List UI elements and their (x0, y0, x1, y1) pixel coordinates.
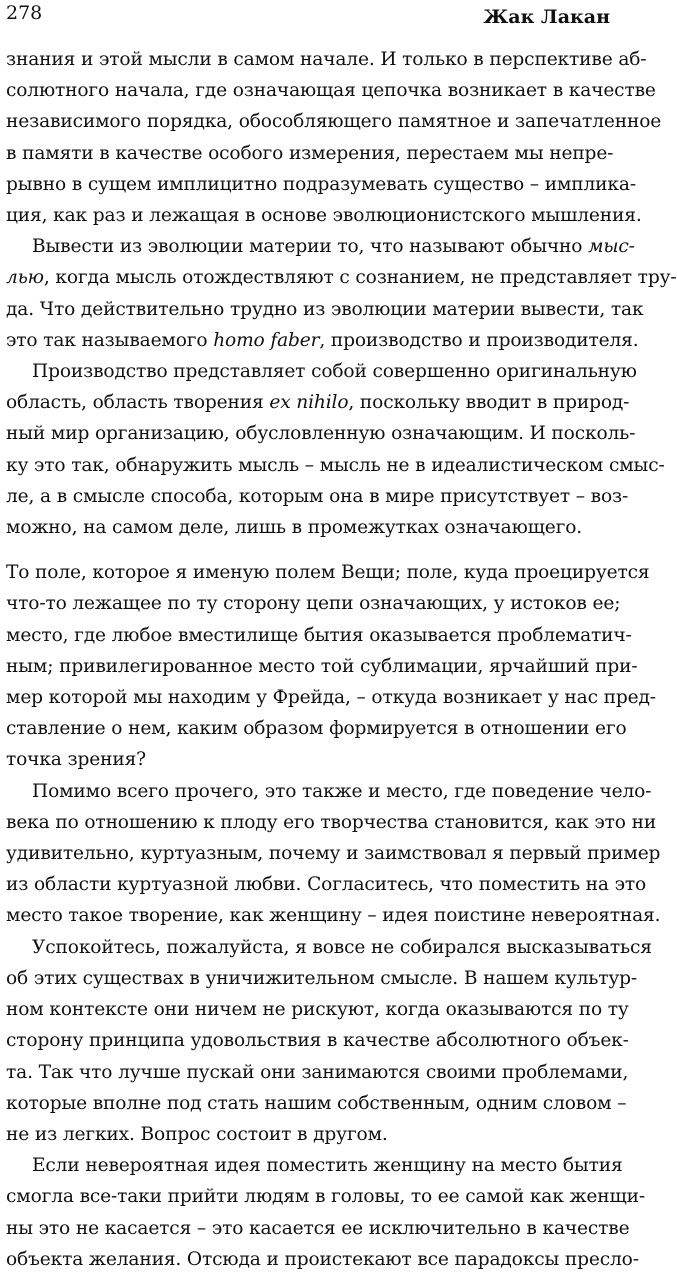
body-text (6, 44, 677, 1275)
paragraph (6, 932, 652, 1150)
text-line: та. Так что лучше пускай они занимаются своими проблемами, (6, 1061, 629, 1083)
text-line: солютного начала, где означающая цепочка возникает в качестве (6, 80, 656, 102)
text-line: да. Что действительно трудно из эволюции материи вывести, так (6, 298, 644, 320)
text-line: ставление о нем, каким образом формируется в отношении его (6, 718, 627, 740)
text-line: Успокойтесь, пожалуйста, я вовсе не собирался высказываться (32, 936, 652, 958)
text-line: ку это так, обнаружить мысль – мысль не в идеалистическом смыс- (6, 454, 665, 476)
text-line: Производство представляет собой совершенно оригинальную (32, 361, 637, 383)
text-line: которые вполне под стать нашим собственным, одним словом – (6, 1092, 627, 1114)
italic-term: мыс- (588, 236, 635, 258)
running-title: Жак Лакан (483, 6, 610, 28)
text-line: ным; привилегированное место той сублимации, ярчайший при- (6, 655, 638, 677)
page-number: 278 (6, 2, 43, 24)
text-line: То поле, которое я именую полем Вещи; поле, куда проецируется (6, 562, 650, 584)
text-line: не из легких. Вопрос состоит в другом. (6, 1123, 388, 1145)
text-line: Вывести из эволюции материи то, что называют обычно мыс- (32, 236, 635, 258)
paragraph (6, 231, 677, 356)
text-line: можно, на самом деле, лишь в промежутках означающего. (6, 517, 583, 539)
text-line: область, область творения ex nihilo, поскольку вводит в природ- (6, 392, 630, 414)
text-line: Если невероятная идея поместить женщину на место бытия (32, 1155, 623, 1177)
text-line: объекта желания. Отсюда и проистекают все парадоксы пресло- (6, 1248, 639, 1270)
text-line: что-то лежащее по ту сторону цепи означающих, у истоков ее; (6, 593, 621, 615)
text-line: независимого порядка, обособляющего памятное и запечатленное (6, 111, 662, 133)
running-head (6, 0, 610, 36)
text-line: мер которой мы находим у Фрейда, – откуда возникает у нас пред- (6, 687, 656, 709)
text-line: ле, а в смысле способа, которым она в мире присутствует – воз- (6, 485, 629, 507)
text-line: об этих существах в уничижительном смысле. В нашем культур- (6, 967, 638, 989)
text-line: лью, когда мысль отождествляют с сознанием, не представляет тру- (6, 267, 677, 289)
text-line: рывно в сущем имплицитно подразумевать существо – имплика- (6, 173, 636, 195)
paragraph (6, 557, 656, 775)
text-line: Помимо всего прочего, это также и место, где поведение чело- (32, 780, 652, 802)
text-line: века по отношению к плоду его творчества становится, как это ни (6, 811, 657, 833)
text-line: смогла все-таки прийти людям в головы, то ее самой как женщи- (6, 1186, 646, 1208)
text-line: сторону принципа удовольствия в качестве абсолютного объек- (6, 1030, 629, 1052)
text-line: ный мир организацию, обусловленную означающим. И посколь- (6, 423, 636, 445)
text-line: точка зрения? (6, 749, 146, 771)
text-line: знания и этой мысли в самом начале. И только в перспективе аб- (6, 49, 647, 70)
paragraph (6, 44, 662, 231)
text-line: ном контексте они ничем не рискуют, когда оказываются по ту (6, 999, 629, 1021)
paragraph (6, 356, 665, 543)
italic-term: homo faber (213, 329, 320, 351)
text-line: место, где любое вместилище бытия оказывается проблематич- (6, 624, 632, 646)
text-line: ция, как раз и лежащая в основе эволюционистского мышления. (6, 205, 642, 227)
italic-term: лью (6, 267, 44, 289)
text-line: место такое творение, как женщину – идея поистине невероятная. (6, 905, 661, 927)
paragraph (6, 1150, 646, 1275)
text-line: из области куртуазной любви. Согласитесь, что поместить на это (6, 874, 647, 896)
italic-term: ex nihilo (269, 392, 349, 414)
paragraph (6, 776, 661, 932)
text-line: в памяти в качестве особого измерения, перестаем мы непре- (6, 142, 614, 164)
text-line: ны это не касается – это касается ее исключительно в качестве (6, 1217, 630, 1239)
text-line: это так называемого homo faber, производство и производителя. (6, 329, 639, 351)
text-line: удивительно, куртуазным, почему и заимствовал я первый пример (6, 843, 661, 865)
